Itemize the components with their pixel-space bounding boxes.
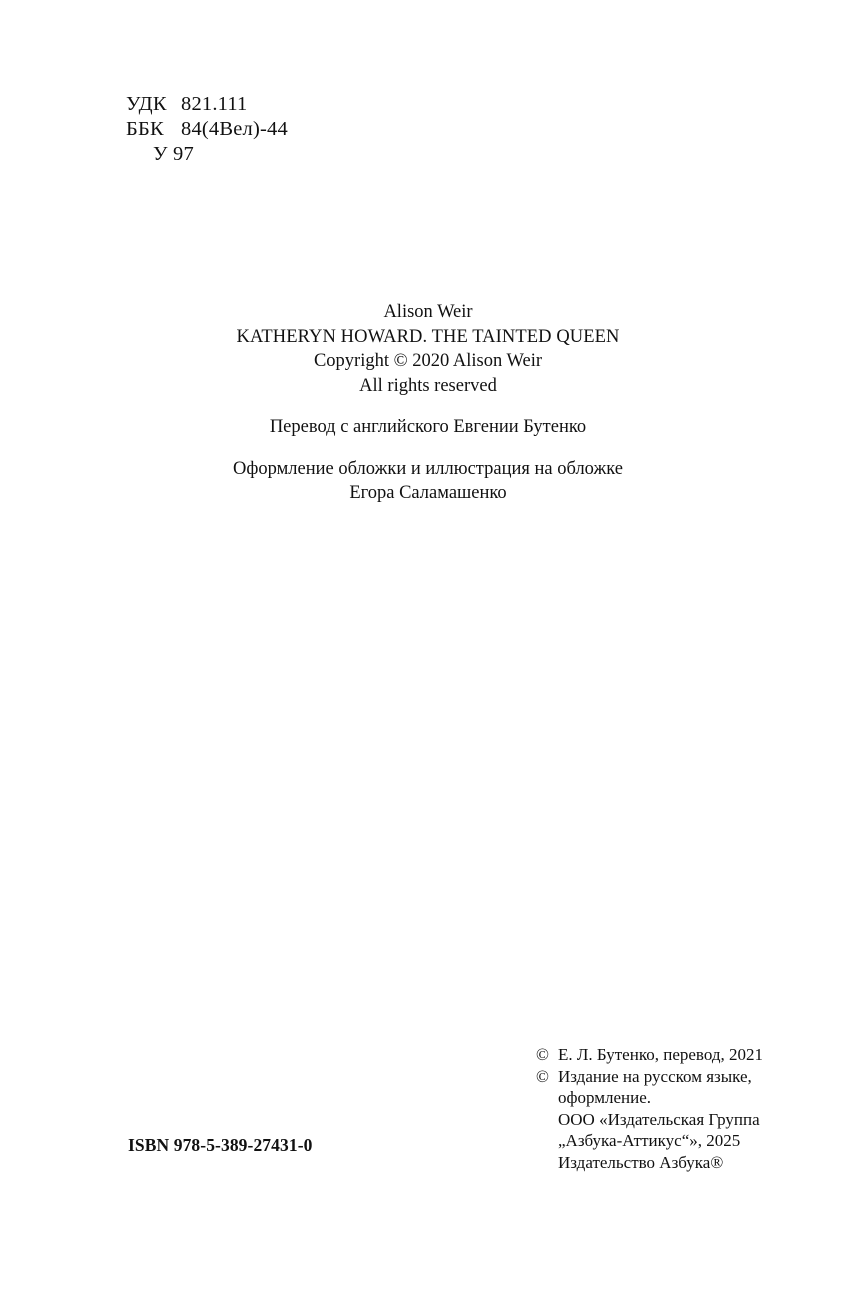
copyright-text: ООО «Издательская Группа	[558, 1109, 760, 1129]
credits-block	[0, 300, 856, 506]
translation-credit: Перевод с английского Евгении Бутенко	[269, 417, 587, 437]
copyright-line	[536, 1066, 826, 1088]
author-mark: У 97	[153, 143, 194, 165]
original-title: KATHERYN HOWARD. THE TAINTED QUEEN	[236, 326, 620, 347]
copyright-text: Е. Л. Бутенко, перевод, 2021	[558, 1045, 763, 1064]
udk-label: УДК	[126, 93, 167, 115]
copyright-text: Издание на русском языке,	[558, 1066, 752, 1086]
publisher-name: Издательство Азбука®	[558, 1152, 724, 1172]
copyright-line	[536, 1152, 826, 1174]
classification-row	[126, 117, 288, 142]
spacer	[0, 440, 856, 457]
original-copyright: Copyright © 2020 Alison Weir	[313, 351, 543, 371]
copyright-line	[536, 1044, 826, 1066]
copyright-text: „Азбука-Аттикус“», 2025	[558, 1131, 741, 1150]
copyright-line	[536, 1109, 826, 1131]
classification-row	[126, 92, 288, 117]
copyright-symbol: ©	[536, 1066, 549, 1086]
cover-credit-line-2: Егора Саламашенко	[349, 483, 507, 503]
rights-reserved: All rights reserved	[359, 375, 497, 396]
isbn: ISBN 978-5-389-27431-0	[128, 1135, 313, 1155]
copyright-symbol: ©	[536, 1045, 549, 1064]
cover-credit-line-1: Оформление обложки и иллюстрация на обложке	[233, 458, 623, 479]
spacer	[0, 398, 856, 415]
classification-block	[126, 92, 288, 167]
copyright-notices	[536, 1044, 826, 1173]
original-author: Alison Weir	[383, 302, 473, 322]
copyright-line	[536, 1130, 826, 1152]
classification-row	[126, 142, 288, 167]
copyright-text: оформление.	[558, 1088, 652, 1107]
bbk-value: 84(4Вел)-44	[181, 118, 288, 140]
udk-value: 821.111	[181, 93, 248, 115]
bbk-label: ББК	[126, 118, 164, 140]
copyright-line	[536, 1087, 826, 1109]
